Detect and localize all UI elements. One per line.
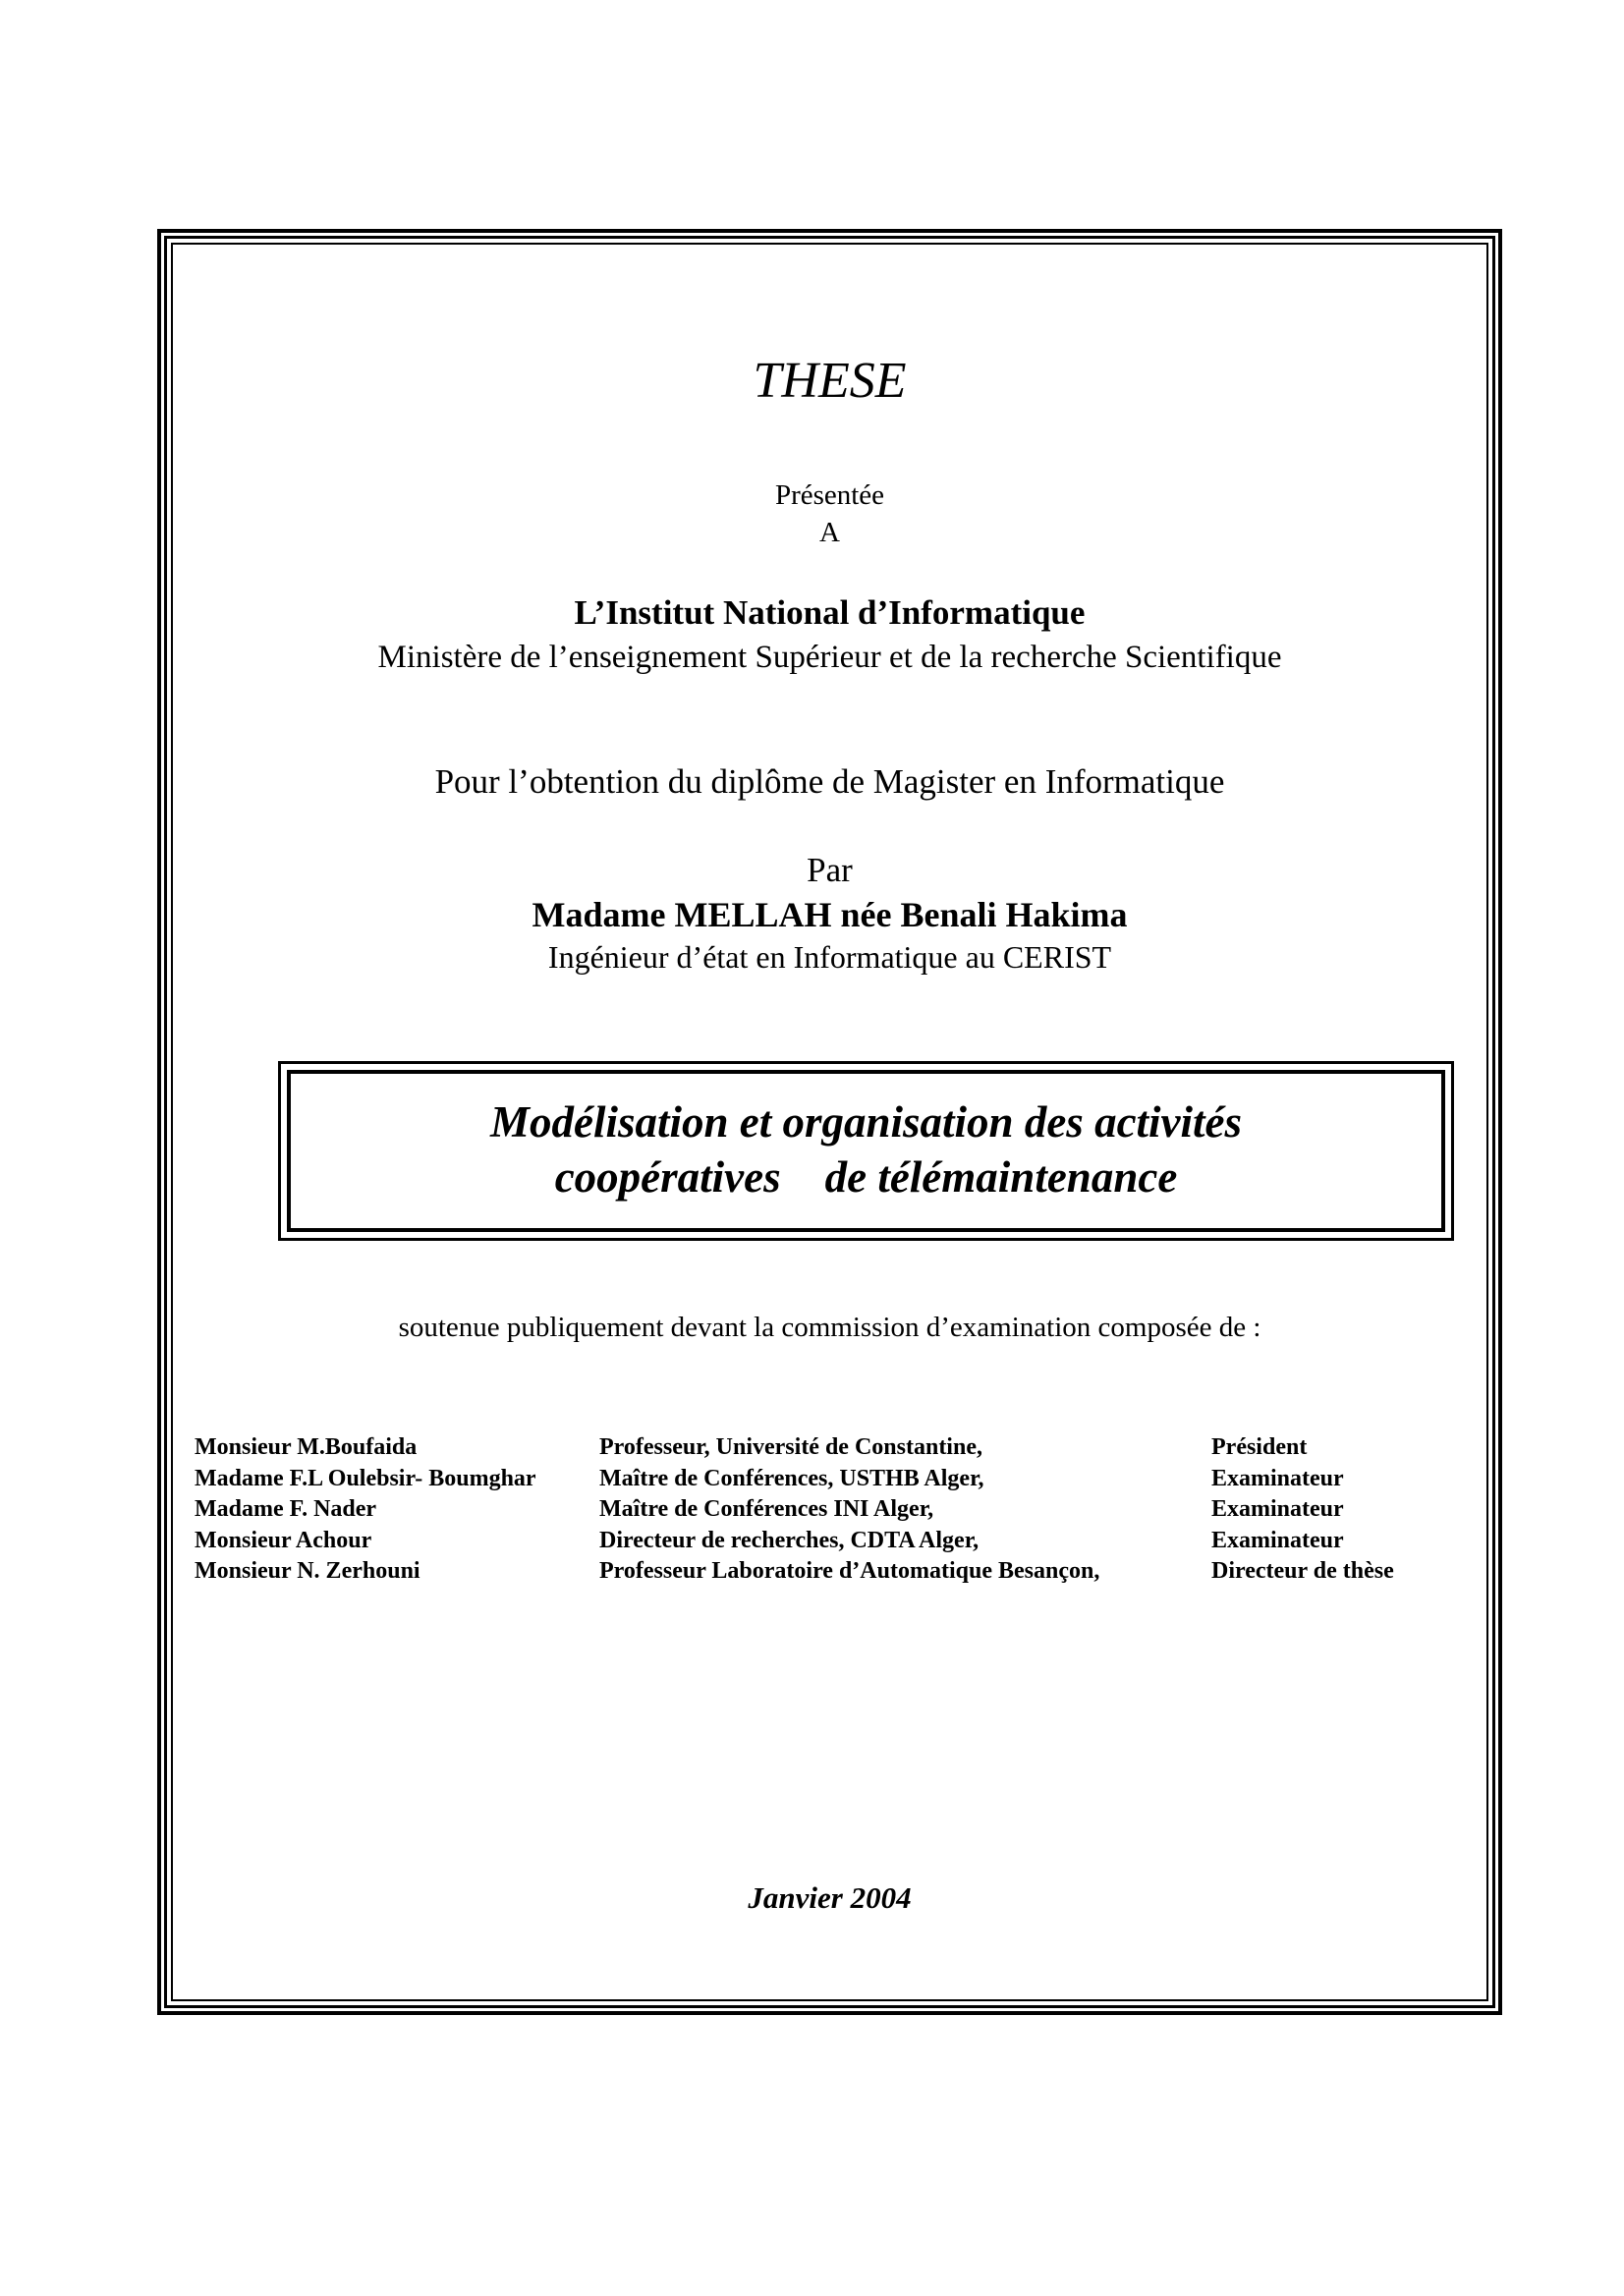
jury-member-role: Président [1211, 1434, 1308, 1460]
thesis-subject-line-2: coopératives de télémaintenance [554, 1152, 1178, 1202]
by-label: Par [807, 851, 853, 889]
jury-member-name: Madame F.L Oulebsir- Boumghar [195, 1465, 536, 1491]
defense-statement: soutenue publiquement devant la commission d’examination composée de : [398, 1312, 1261, 1343]
author-name: Madame MELLAH née Benali Hakima [532, 895, 1128, 934]
jury-member-name: Madame F. Nader [195, 1496, 377, 1522]
jury-member-position: Professeur Laboratoire d’Automatique Besançon, [599, 1558, 1100, 1584]
jury-member-role: Examinateur [1211, 1527, 1344, 1553]
presented-to-label: A [819, 517, 840, 548]
degree-statement: Pour l’obtention du diplôme de Magister en Informatique [434, 762, 1225, 801]
jury-member-name: Monsieur M.Boufaida [195, 1434, 418, 1460]
document-title: THESE [753, 353, 907, 409]
jury-member-name: Monsieur Achour [195, 1527, 372, 1553]
jury-member-name: Monsieur N. Zerhouni [195, 1558, 420, 1584]
defense-date: Janvier 2004 [748, 1880, 912, 1915]
ministry-name: Ministère de l’enseignement Supérieur et de la recherche Scientifique [377, 640, 1282, 675]
author-position: Ingénieur d’état en Informatique au CERIST [547, 939, 1112, 975]
presented-label: Présentée [774, 479, 885, 511]
jury-member-role: Examinateur [1211, 1465, 1344, 1491]
jury-member-role: Examinateur [1211, 1496, 1344, 1522]
jury-member-position: Maître de Conférences, USTHB Alger, [599, 1465, 984, 1491]
jury-member-position: Professeur, Université de Constantine, [599, 1434, 982, 1460]
thesis-subject-line-1: Modélisation et organisation des activités [489, 1097, 1243, 1147]
jury-member-position: Directeur de recherches, CDTA Alger, [599, 1527, 980, 1553]
institution-name: L’Institut National d’Informatique [574, 593, 1086, 632]
jury-member-role: Directeur de thèse [1211, 1558, 1394, 1584]
jury-member-position: Maître de Conférences INI Alger, [599, 1496, 934, 1522]
